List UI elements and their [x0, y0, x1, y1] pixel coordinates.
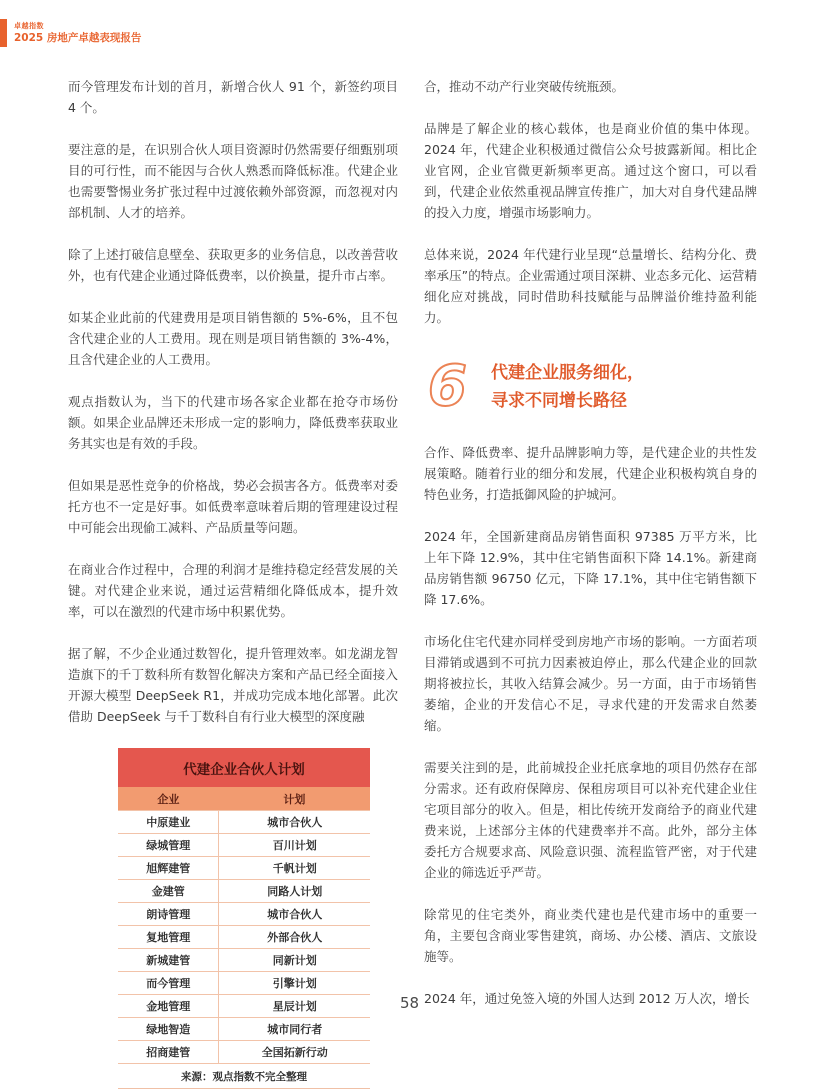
brand-text-block	[14, 22, 141, 45]
paragraph: 2024 年，通过免签入境的外国人达到 2012 万人次，增长	[424, 991, 750, 1006]
section-title	[491, 359, 644, 415]
cell-company: 金地管理	[118, 995, 219, 1017]
paragraph: 2024 年，全国新建商品房销售面积 97385 万平方米，比上年下降 12.9%，其中住宅销售面积下降 14.1%。新建商品房销售额 96750 亿元，下降 17.1%，其中住宅销售额下降 17.6%。	[424, 529, 757, 607]
table-header-row	[118, 787, 370, 810]
section-title-line2: 寻求不同增长路径	[490, 391, 627, 411]
paragraph: 品牌是了解企业的核心载体，也是商业价值的集中体现。2024 年，代建企业积极通过微信公众号披露新闻。相比企业官网，企业官微更新频率更高。通过这个窗口，可以看到，代建企业依然重视品牌宣传推广，加大对自身代建品牌的投入力度，增强市场影响力。	[424, 121, 757, 220]
paragraph: 总体来说，2024 年代建行业呈现“总量增长、结构分化、费率承压”的特点。企业需通过项目深耕、业态多元化、运营精细化应对挑战，同时借助科技赋能与品牌溢价维持盈利能力。	[424, 247, 757, 325]
table-title: 代建企业合伙人计划	[118, 748, 370, 787]
right-column	[424, 76, 757, 1030]
cell-company: 中原建业	[118, 811, 219, 833]
cell-company: 招商建管	[118, 1041, 219, 1063]
paragraph: 在商业合作过程中，合理的利润才是维持稳定经营发展的关键。对代建企业来说，通过运营精细化降低成本，提升效率，可以在激烈的代建市场中积累优势。	[68, 562, 398, 619]
page-header	[0, 19, 141, 47]
paragraph: 据了解，不少企业通过数智化，提升管理效率。如龙湖龙智造旗下的千丁数科所有数智化解决方案和产品已经全面接入开源大模型 DeepSeek R1，并成功完成本地化部署。此次借助 DeepSeek 与千丁数科自有行业大模型的深度融	[68, 646, 398, 724]
cell-plan: 千帆计划	[272, 862, 317, 875]
cell-plan: 城市同行者	[267, 1023, 323, 1036]
cell-company: 新城建管	[118, 949, 219, 971]
table-row	[118, 925, 370, 948]
paragraph: 如某企业此前的代建费用是项目销售额的 5%-6%，且不包含代建企业的人工费用。现在则是项目销售额的 3%-4%，且含代建企业的人工费用。	[68, 310, 398, 367]
cell-plan: 同新计划	[272, 954, 317, 967]
table-row	[118, 1040, 370, 1063]
table-row	[118, 902, 370, 925]
cell-plan: 引擎计划	[272, 977, 317, 990]
cell-company: 复地管理	[118, 926, 219, 948]
cell-company: 绿城管理	[118, 834, 219, 856]
table-row	[118, 833, 370, 856]
paragraph: 要注意的是，在识别合伙人项目资源时仍然需要仔细甄别项目的可行性，而不能因与合伙人熟悉而降低标准。代建企业也需要警惕业务扩张过程中过渡依赖外部资源，而忽视对内部机制、人才的培养。	[68, 142, 398, 220]
paragraph: 除常见的住宅类外，商业类代建也是代建市场中的重要一角，主要包含商业零售建筑，商场、办公楼、酒店、文旅设施等。	[424, 907, 757, 964]
cell-company: 朗诗管理	[118, 903, 219, 925]
paragraph: 除了上述打破信息壁垒、获取更多的业务信息，以改善营收外，也有代建企业通过降低费率，以价换量，提升市占率。	[68, 247, 398, 283]
paragraph: 合作、降低费率、提升品牌影响力等，是代建企业的共性发展策略。随着行业的细分和发展，代建企业积极构筑自身的特色业务，打造抵御风险的护城河。	[424, 445, 757, 502]
column-header-company: 企业	[157, 793, 180, 806]
cell-company: 旭辉建管	[118, 857, 219, 879]
page-number: 58	[399, 994, 420, 1012]
cell-plan: 同路人计划	[267, 885, 323, 898]
cell-company: 而今管理	[118, 972, 219, 994]
table-row	[118, 971, 370, 994]
left-column	[68, 76, 398, 1089]
table-row	[118, 948, 370, 971]
cell-plan: 星辰计划	[272, 1000, 317, 1013]
table-row	[118, 1017, 370, 1040]
report-title: 2025 房地产卓越表现报告	[14, 31, 142, 44]
table-row	[118, 810, 370, 833]
cell-plan: 外部合伙人	[267, 931, 323, 944]
table-row	[118, 879, 370, 902]
cell-plan: 全国拓新行动	[261, 1046, 328, 1059]
cell-plan: 城市合伙人	[267, 908, 323, 921]
partner-plan-table	[118, 748, 370, 1089]
table-row	[118, 856, 370, 879]
cell-company: 金建管	[118, 880, 219, 902]
brand-accent-bar	[0, 19, 7, 47]
paragraph: 而今管理发布计划的首月，新增合伙人 91 个，新签约项目 4 个。	[68, 79, 398, 115]
column-header-plan: 计划	[283, 793, 306, 806]
table-source-note: 来源：观点指数不完全整理	[118, 1063, 370, 1088]
paragraph: 合，推动不动产行业突破传统瓶颈。	[424, 79, 625, 94]
section-title-line1: 代建企业服务细化，	[490, 363, 644, 383]
paragraph: 但如果是恶性竞争的价格战，势必会损害各方。低费率对委托方也不一定是好事。如低费率意味着后期的管理建设过程中可能会出现偷工减料、产品质量等问题。	[68, 478, 398, 535]
paragraph: 市场化住宅代建亦同样受到房地产市场的影响。一方面若项目滞销或遇到不可抗力因素被迫停止，那么代建企业的回款期将被拉长，其收入结算会减少。另一方面，由于市场销售萎缩，企业的开发信心不足，寻求代建的开发需求自然萎缩。	[424, 634, 757, 733]
cell-plan: 百川计划	[272, 839, 317, 852]
paragraph: 观点指数认为，当下的代建市场各家企业都在抢夺市场份额。如果企业品牌还未形成一定的影响力，降低费率获取业务其实也是有效的手段。	[68, 394, 398, 451]
paragraph: 需要关注到的是，此前城投企业托底拿地的项目仍然存在部分需求。还有政府保障房、保租房项目可以补充代建企业住宅项目部分的收入。但是，相比传统开发商给予的商业代建费来说，上述部分主体的代建费率并不高。此外，部分主体委托方合规要求高、风险意识强、流程监管严密，对于代建企业的筛选近乎严苛。	[424, 760, 757, 880]
cell-company: 绿地智造	[118, 1018, 219, 1040]
section-number: 6	[428, 354, 467, 419]
section-heading-6	[428, 354, 757, 419]
cell-plan: 城市合伙人	[267, 816, 323, 829]
brand-tagline: 卓越指数	[14, 21, 44, 30]
